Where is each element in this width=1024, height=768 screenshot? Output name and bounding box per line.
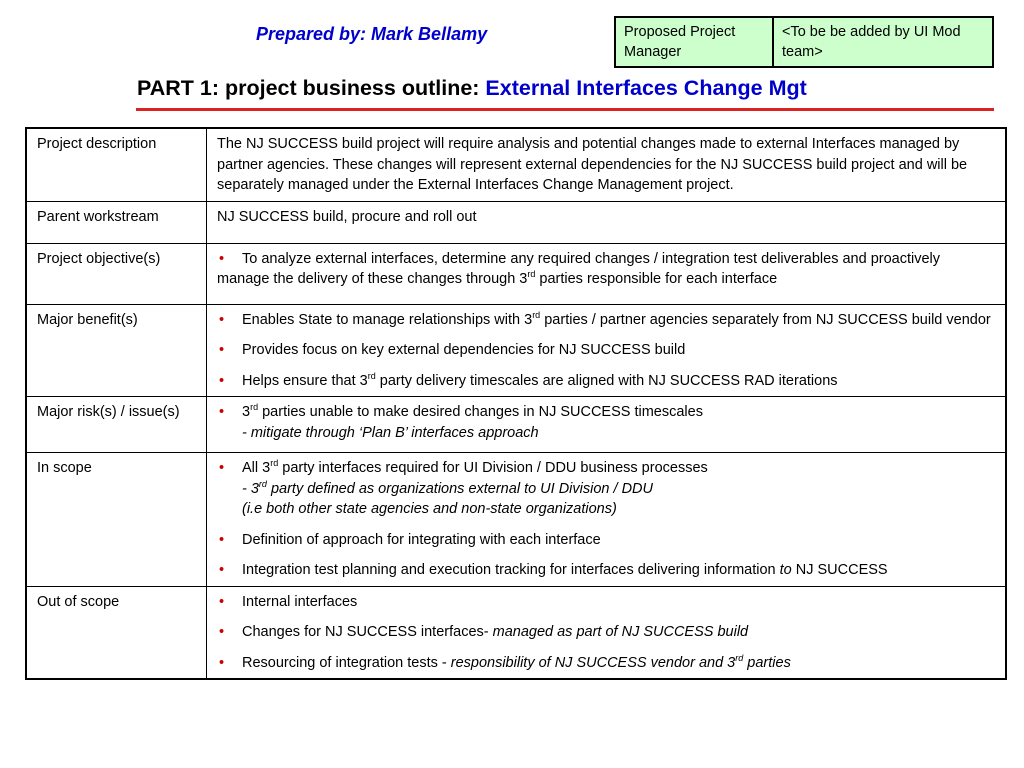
row-label: Major risk(s) / issue(s) (26, 397, 207, 453)
row-benefit (26, 304, 1006, 397)
list-item (217, 622, 996, 643)
row-content (207, 243, 1007, 304)
ordinal-sup: rd (527, 269, 536, 280)
item-note: - 3rd party defined as organizations external to UI Division / DDU (242, 478, 653, 497)
list-item: • Internal interfaces (217, 592, 996, 613)
inscope-list (217, 458, 996, 581)
risk-list (217, 402, 996, 443)
row-label: Parent workstream (26, 201, 207, 243)
row-content (207, 586, 1007, 679)
item-text: Resourcing of integration tests - (242, 654, 451, 671)
item-text: 3 (242, 404, 251, 420)
pm-label: Proposed Project Manager (616, 18, 774, 66)
objective-text-b: parties responsible for each interface (535, 271, 778, 287)
row-parent (26, 201, 1006, 243)
item-note: (i.e both other state agencies and non-state organizations) (242, 501, 617, 517)
list-item (217, 653, 996, 674)
row-content (207, 304, 1007, 397)
mitigation-text: - mitigate through ‘Plan B’ interfaces approach (242, 424, 539, 441)
page-title (137, 76, 807, 101)
row-risk (26, 397, 1006, 453)
row-content: NJ SUCCESS build, procure and roll out (207, 201, 1007, 243)
row-content (207, 453, 1007, 587)
outscope-list (217, 592, 996, 674)
ordinal-sup: rd (250, 402, 259, 413)
row-inscope (26, 453, 1006, 587)
item-text: Integration test planning and execution tracking for interfaces delivering information (242, 562, 780, 578)
pm-value: <To be be added by UI Mod team> (782, 24, 961, 60)
item-text: to (779, 562, 792, 578)
project-manager-box (614, 16, 994, 68)
title-accent: External Interfaces Change Mgt (485, 76, 807, 100)
row-label: Out of scope (26, 586, 207, 679)
row-label: Major benefit(s) (26, 304, 207, 397)
item-text: Enables State to manage relationships with 3 (242, 311, 533, 328)
bullet-icon: • (219, 250, 225, 267)
list-item (217, 371, 996, 392)
row-content (207, 397, 1007, 453)
list-item (217, 402, 996, 443)
benefit-list (217, 310, 996, 392)
title-underline (136, 108, 994, 111)
item-text: managed as part of NJ SUCCESS build (492, 624, 749, 640)
objective-text-a: To analyze external interfaces, determine any required changes / integration test deliverables and proactively manage the delivery of these changes through 3 (217, 250, 941, 287)
list-item (217, 458, 996, 520)
row-objective (26, 243, 1006, 304)
outline-table (25, 127, 1007, 680)
item-text: parties unable to make desired changes in NJ SUCCESS timescales (258, 404, 703, 420)
item-text: party interfaces required for UI Division / DDU business processes (278, 460, 708, 476)
list-item: • Provides focus on key external dependencies for NJ SUCCESS build (217, 340, 996, 361)
row-content: The NJ SUCCESS build project will require analysis and potential changes made to external Interfaces managed by partner agencies. These changes will represent external dependencies for the NJ SUCCESS build project and will be separately managed under the External Interfaces Change Management project. (207, 128, 1007, 201)
item-text: All 3 (242, 460, 271, 476)
row-label: Project description (26, 128, 207, 201)
ordinal-sup: rd (367, 370, 376, 381)
row-label: In scope (26, 453, 207, 587)
row-description (26, 128, 1006, 201)
prepared-by: Prepared by: Mark Bellamy (256, 24, 488, 44)
list-item (217, 560, 996, 581)
ordinal-sup: rd (532, 309, 541, 320)
list-item: • Definition of approach for integrating with each interface (217, 530, 996, 551)
item-text: Changes for NJ SUCCESS interfaces- (242, 624, 493, 640)
item-text: Helps ensure that 3 (242, 372, 368, 389)
row-label: Project objective(s) (26, 243, 207, 304)
item-text: party delivery timescales are aligned with NJ SUCCESS RAD iterations (375, 372, 838, 389)
row-outscope (26, 586, 1006, 679)
ordinal-sup: rd (270, 458, 279, 469)
item-text: parties / partner agencies separately from NJ SUCCESS build vendor (540, 311, 991, 328)
item-text: NJ SUCCESS (791, 562, 888, 578)
list-item (217, 310, 996, 331)
title-prefix: PART 1: project business outline: (137, 76, 486, 100)
item-text: responsibility of NJ SUCCESS vendor and 3rd parties (450, 652, 791, 671)
